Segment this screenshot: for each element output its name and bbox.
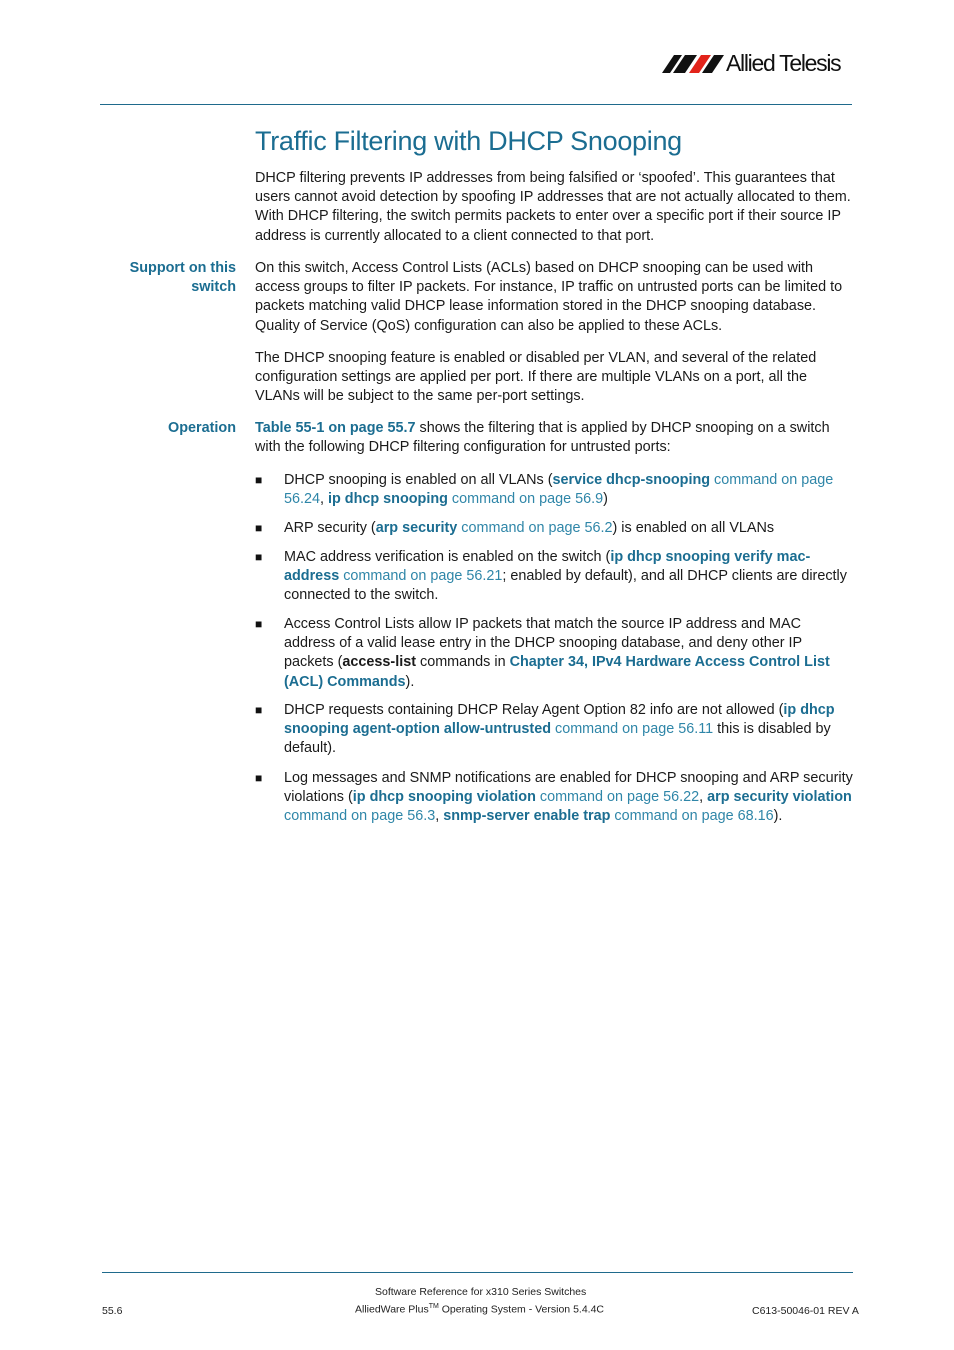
list-item: ■ Access Control Lists allow IP packets that match the source IP address and MAC address of a valid lease entry in the DHCP snooping database, and deny other IP packets (access-list commands in Chapter 34, IPv4 Hardware Access Control List (ACL) Commands). <box>255 616 830 690</box>
bullet-icon: ■ <box>255 617 263 631</box>
command-link[interactable]: snmp-server enable trap command on page 68.16 <box>443 808 774 825</box>
command-link[interactable]: ip dhcp snooping verify mac-address command on page 56.21 <box>284 549 811 585</box>
command-link[interactable]: ip dhcp snooping agent-option allow-untrusted command on page 56.11 <box>284 702 835 738</box>
bullet-icon: ■ <box>255 521 263 535</box>
command-link[interactable]: arp security violation command on page 56.3 <box>284 789 852 825</box>
list-item: ■ DHCP requests containing DHCP Relay Agent Option 82 info are not allowed (ip dhcp snooping agent-option allow-untrusted command on page 56.11 this is disabled by default). <box>255 702 835 757</box>
footer-title: Software Reference for x310 Series Switches <box>375 1286 587 1298</box>
command-link[interactable]: service dhcp-snooping command on page 56.24 <box>284 472 834 508</box>
list-item: ■ MAC address verification is enabled on the switch (ip dhcp snooping verify mac-address command on page 56.21; enabled by default), and all DHCP clients are directly connected to the switch. <box>255 549 847 604</box>
list-item: ■ Log messages and SNMP notifications are enabled for DHCP snooping and ARP security violations (ip dhcp snooping violation command on page 56.22, arp security violation command on page 56.3, snmp-server enable trap command on page 68.16). <box>255 770 853 825</box>
logo-mark-icon <box>660 53 726 75</box>
item-text: Log messages and SNMP notifications are enabled for DHCP snooping and ARP security violations ( <box>284 770 853 806</box>
keyword: access-list <box>342 654 416 671</box>
command-link[interactable]: arp security command on page 56.2 <box>375 520 613 536</box>
header-rule <box>100 104 852 105</box>
bullet-icon: ■ <box>255 771 263 785</box>
list-item: ■ DHCP snooping is enabled on all VLANs (service dhcp-snooping command on page 56.24, ip dhcp snooping command on page 56.9) <box>255 472 834 508</box>
item-text: DHCP snooping is enabled on all VLANs ( <box>284 472 553 488</box>
support-heading-line2: switch <box>191 279 236 296</box>
command-link[interactable]: ip dhcp snooping command on page 56.9 <box>328 491 604 508</box>
operation-heading: Operation <box>168 420 236 436</box>
page-number: 55.6 <box>102 1305 123 1317</box>
bullet-icon: ■ <box>255 703 263 717</box>
table-link[interactable]: Table 55-1 on page 55.7 <box>255 420 416 436</box>
item-text: ARP security ( <box>284 520 376 536</box>
logo-text: Allied Telesis <box>726 50 841 76</box>
document-code: C613-50046-01 REV A <box>752 1305 859 1317</box>
operation-intro-text: shows the filtering that is applied by DHCP snooping on a switch with the following DHCP filtering configuration for untrusted ports: <box>255 420 830 456</box>
item-text: MAC address verification is enabled on the switch ( <box>284 549 611 565</box>
support-paragraph-1: On this switch, Access Control Lists (ACLs) based on DHCP snooping can be used with access groups to filter IP packets. For instance, IP traffic on untrusted ports can be limited to packets matching valid DHCP lease information stored in the DHCP snooping database. Quality of Service (QoS) configuration can also be applied to these ACLs. <box>255 260 843 334</box>
command-link[interactable]: ip dhcp snooping violation command on page 56.22 <box>352 789 700 806</box>
bullet-icon: ■ <box>255 473 263 487</box>
support-heading-line1: Support on this <box>129 260 236 276</box>
chapter-link[interactable]: Chapter 34, IPv4 Hardware Access Control List (ACL) Commands <box>284 654 830 690</box>
list-item: ■ ARP security (arp security command on page 56.2) is enabled on all VLANs <box>255 519 853 538</box>
allied-telesis-logo <box>660 52 856 78</box>
item-text: DHCP requests containing DHCP Relay Agent Option 82 info are not allowed ( <box>284 702 784 718</box>
operation-intro <box>255 419 853 457</box>
bullet-icon: ■ <box>255 550 263 564</box>
item-text: Access Control Lists allow IP packets that match the source IP address and MAC address of a valid lease entry in the DHCP snooping database, and deny other IP packets ( <box>284 616 802 671</box>
page-title: Traffic Filtering with DHCP Snooping <box>255 126 682 156</box>
footer-version: AlliedWare Plus™ Operating System - Version 5.4.4C <box>355 1303 605 1316</box>
support-paragraph-2: The DHCP snooping feature is enabled or disabled per VLAN, and several of the related configuration settings are applied per port. If there are multiple VLANs on a port, all the VLANs will be subject to the same per-port settings. <box>255 350 817 405</box>
intro-paragraph: DHCP filtering prevents IP addresses from being falsified or ‘spoofed’. This guarantees that users cannot avoid detection by spoofing IP addresses that are not actually allocated to them. With DHCP filtering, the switch permits packets to enter over a specific port if their source IP address is currently allocated to a client connected to that port. <box>255 170 851 244</box>
footer-rule <box>102 1272 853 1273</box>
support-heading <box>100 259 236 297</box>
